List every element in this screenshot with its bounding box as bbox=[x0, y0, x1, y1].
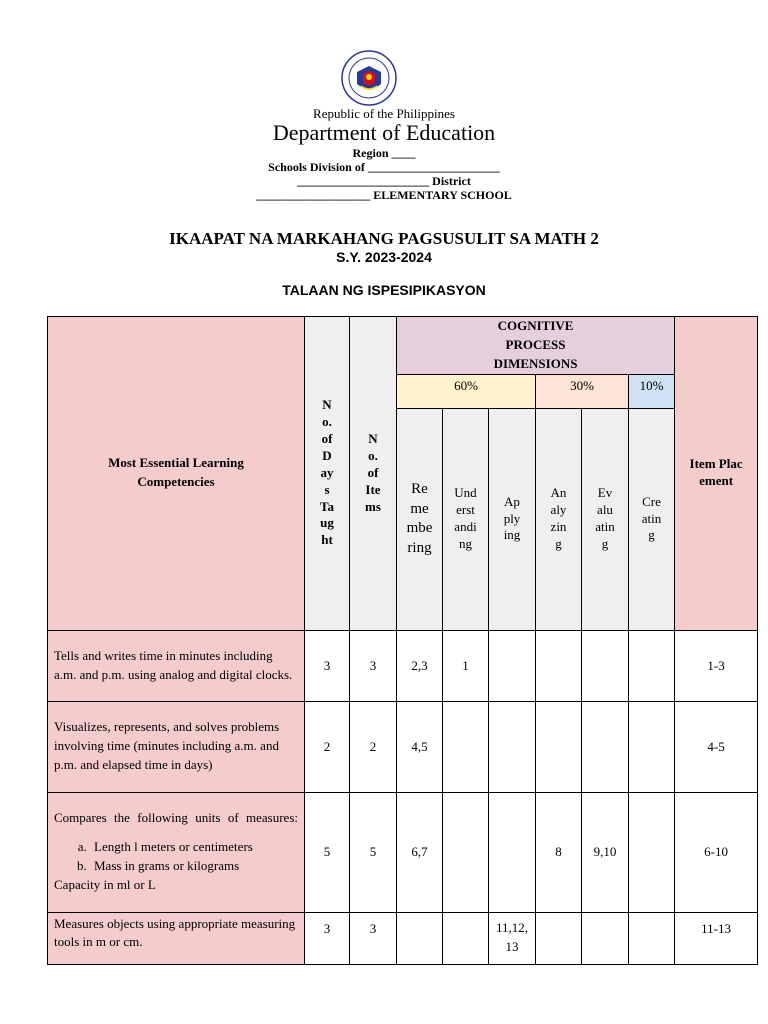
evaluating-cell bbox=[582, 630, 629, 701]
school-year: S.Y. 2023-2024 bbox=[336, 249, 432, 265]
header-placement-label: Item Placement bbox=[689, 456, 743, 489]
understanding-cell bbox=[443, 792, 489, 912]
placement-cell: 1-3 bbox=[675, 630, 758, 701]
competency-cell: Tells and writes time in minutes including a.m. and p.m. using analog and digital clocks. bbox=[48, 630, 305, 701]
analyzing-cell bbox=[536, 701, 582, 792]
understanding-cell bbox=[443, 912, 489, 964]
creating-cell bbox=[629, 701, 675, 792]
competency-cell bbox=[48, 792, 305, 912]
understanding-label: Understanding bbox=[454, 485, 477, 551]
days-cell: 3 bbox=[305, 630, 350, 701]
placement-cell: 6-10 bbox=[675, 792, 758, 912]
table-title: TALAAN NG ISPESIPIKASYON bbox=[282, 282, 486, 298]
header-creating bbox=[629, 408, 675, 630]
analyzing-label: Analyzing bbox=[550, 485, 567, 551]
table-row bbox=[48, 701, 758, 792]
analyzing-cell: 8 bbox=[536, 792, 582, 912]
header-days-taught bbox=[305, 317, 350, 631]
pct-higher-order: 10% bbox=[629, 374, 675, 408]
table-row bbox=[48, 792, 758, 912]
pct-middle-order: 30% bbox=[536, 374, 629, 408]
department-name: Department of Education bbox=[272, 120, 496, 145]
header-applying bbox=[489, 408, 536, 630]
analyzing-cell bbox=[536, 630, 582, 701]
remembering-label: Remembering bbox=[406, 481, 433, 556]
header-item-placement bbox=[675, 317, 758, 631]
remembering-cell: 2,3 bbox=[397, 630, 443, 701]
header-remembering bbox=[397, 408, 443, 630]
applying-cell bbox=[489, 630, 536, 701]
creating-cell bbox=[629, 912, 675, 964]
remembering-cell: 4,5 bbox=[397, 701, 443, 792]
region-line: Region ____ bbox=[352, 146, 416, 160]
evaluating-label: Evaluating bbox=[595, 485, 615, 551]
analyzing-cell bbox=[536, 912, 582, 964]
table-row bbox=[48, 630, 758, 701]
header-cognitive-dimensions: COGNITIVE PROCESS DIMENSIONS bbox=[397, 317, 675, 375]
competency-tail: Capacity in ml or L bbox=[54, 876, 156, 892]
understanding-cell: 1 bbox=[443, 630, 489, 701]
applying-cell: 11,12,13 bbox=[489, 912, 536, 964]
creating-cell bbox=[629, 630, 675, 701]
sub-item-a: a. Length l meters or centimeters bbox=[90, 838, 298, 857]
republic-line: Republic of the Philippines bbox=[313, 106, 455, 121]
days-cell: 5 bbox=[305, 792, 350, 912]
days-cell: 2 bbox=[305, 701, 350, 792]
deped-seal-logo bbox=[341, 50, 397, 106]
placement-cell: 4-5 bbox=[675, 701, 758, 792]
specification-table bbox=[47, 316, 758, 965]
creating-label: Creating bbox=[641, 493, 662, 543]
placement-cell: 11-13 bbox=[675, 912, 758, 964]
applying-label: Applying bbox=[503, 493, 521, 543]
district-line: ______________________ District bbox=[297, 174, 471, 188]
creating-cell bbox=[629, 792, 675, 912]
items-cell: 2 bbox=[350, 701, 397, 792]
school-line: ___________________ ELEMENTARY SCHOOL bbox=[256, 188, 512, 202]
applying-cell bbox=[489, 701, 536, 792]
exam-title: IKAAPAT NA MARKAHANG PAGSUSULIT SA MATH 2 bbox=[169, 229, 599, 248]
items-cell: 3 bbox=[350, 630, 397, 701]
understanding-cell bbox=[443, 701, 489, 792]
header-understanding bbox=[443, 408, 489, 630]
sub-list bbox=[54, 838, 298, 876]
competency-text: Compares the following units of measures: bbox=[54, 810, 298, 826]
header-items-label: No. of Items bbox=[365, 431, 381, 514]
table-row bbox=[48, 912, 758, 964]
days-cell: 3 bbox=[305, 912, 350, 964]
evaluating-cell bbox=[582, 912, 629, 964]
header-analyzing bbox=[536, 408, 582, 630]
items-cell: 3 bbox=[350, 912, 397, 964]
sub-item-b: b. Mass in grams or kilograms bbox=[90, 857, 298, 876]
remembering-cell: 6,7 bbox=[397, 792, 443, 912]
pct-lower-order: 60% bbox=[397, 374, 536, 408]
header-evaluating bbox=[582, 408, 629, 630]
items-cell: 5 bbox=[350, 792, 397, 912]
applying-cell bbox=[489, 792, 536, 912]
competency-cell: Visualizes, represents, and solves problems involving time (minutes including a.m. and p.m. and elapsed time in days) bbox=[48, 701, 305, 792]
remembering-cell bbox=[397, 912, 443, 964]
header-no-items bbox=[350, 317, 397, 631]
division-line: Schools Division of ______________________ bbox=[268, 160, 500, 174]
evaluating-cell: 9,10 bbox=[582, 792, 629, 912]
header-competencies: Most Essential Learning Competencies bbox=[48, 317, 305, 631]
competency-cell: Measures objects using appropriate measuring tools in m or cm. bbox=[48, 912, 305, 964]
header-days-label: No. of Days Taught bbox=[320, 397, 334, 548]
evaluating-cell bbox=[582, 701, 629, 792]
